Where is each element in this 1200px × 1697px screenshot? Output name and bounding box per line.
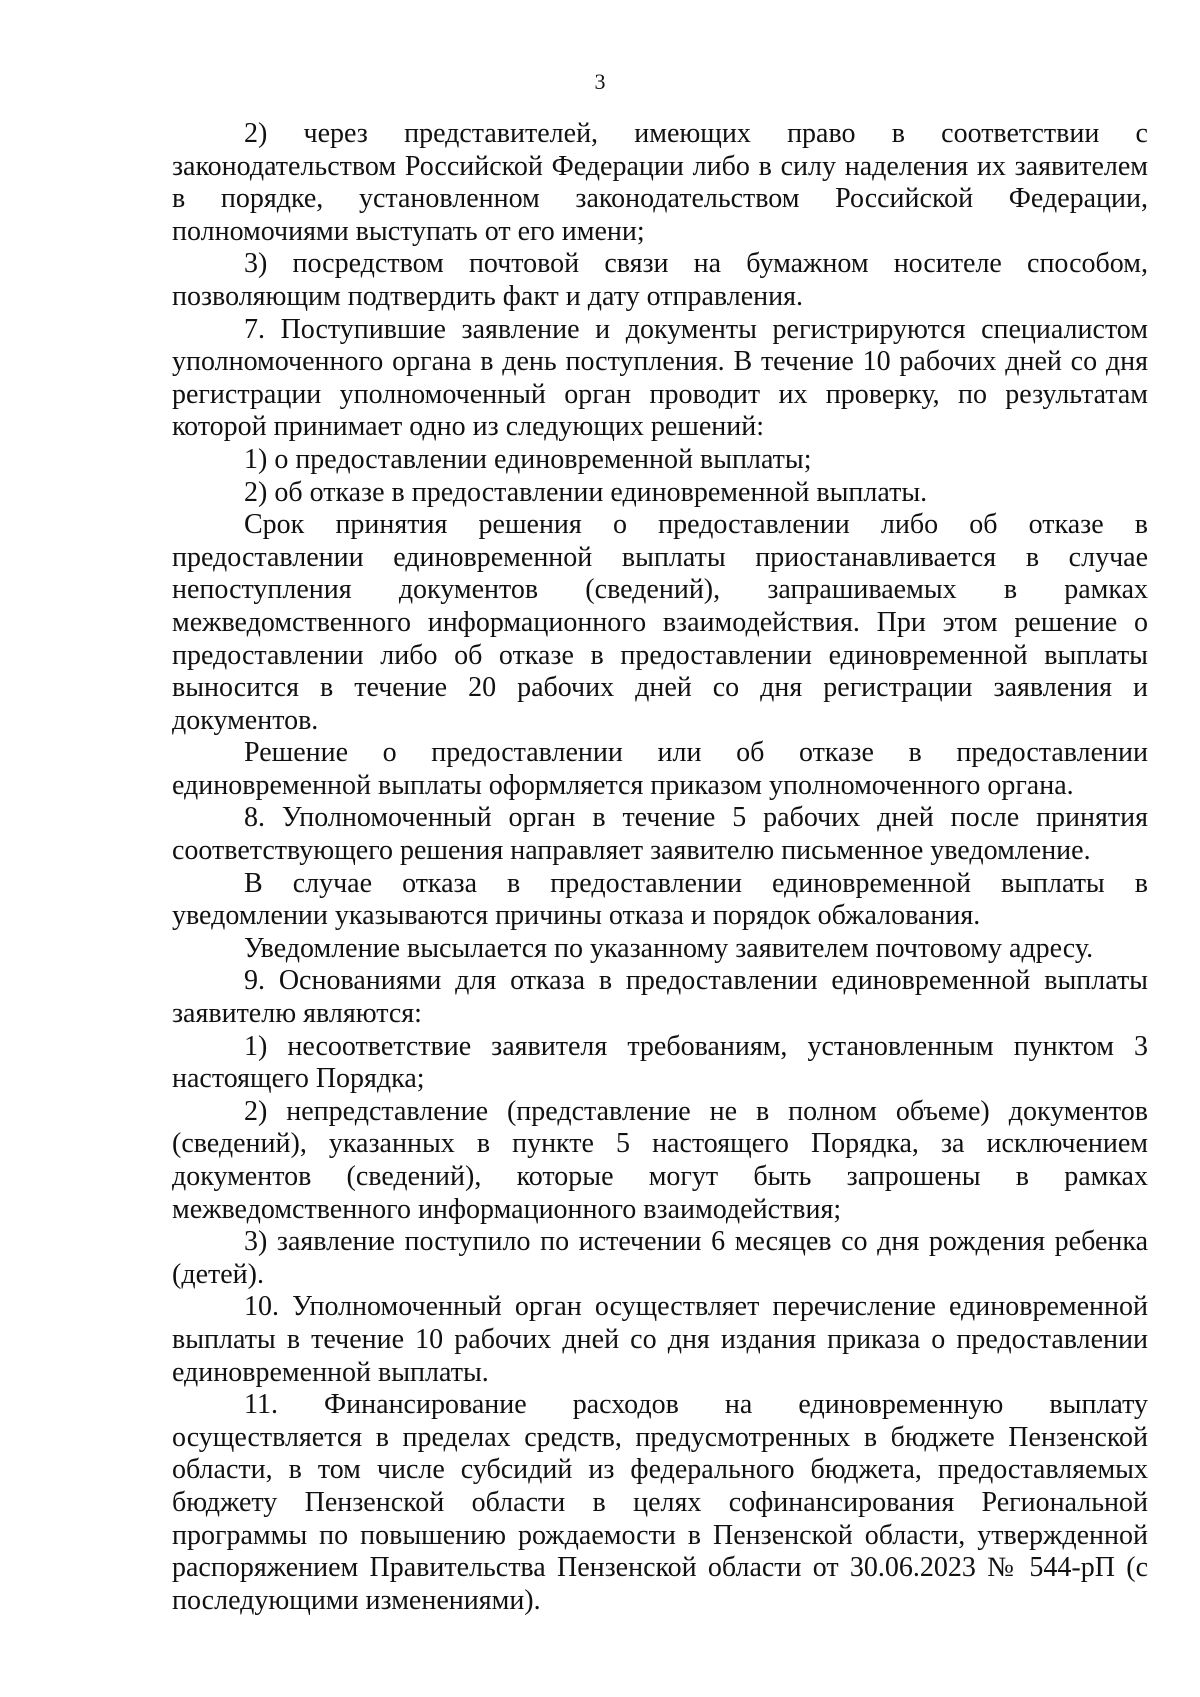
paragraph-item-9: 9. Основаниями для отказа в предоставлении единовременной выплаты заявителю являются: (172, 965, 1148, 1030)
paragraph-item-10: 10. Уполномоченный орган осуществляет перечисление единовременной выплаты в течение 10 рабочих дней со дня издания приказа о предоставлении единовременной выплаты. (172, 1291, 1148, 1388)
paragraph-decision-grant: 1) о предоставлении единовременной выплаты; (244, 443, 812, 475)
paragraph-ground-1: 1) несоответствие заявителя требованиям, установленным пунктом 3 настоящего Порядка; (172, 1030, 1148, 1095)
paragraph-refusal-reasons: В случае отказа в предоставлении единовременной выплаты в уведомлении указываются причины отказа и порядок обжалования. (172, 867, 1148, 932)
paragraph-ground-2: 2) непредставление (представление не в полном объеме) документов (сведений), указанных в пункте 5 настоящего Порядка, за исключением документов (сведений), которые могут быть запрошены в рамках межведомственного информационного взаимодействия; (172, 1095, 1148, 1225)
paragraph-postal: 3) посредством почтовой связи на бумажном носителе способом, позволяющим подтвердить факт и дату отправления. (172, 248, 1148, 312)
page-number: 3 (594, 69, 606, 94)
paragraph-decision-term: Срок принятия решения о предоставлении либо об отказе в предоставлении единовременной выплаты приостанавливается в случае непоступления документов (сведений), запрашиваемых в рамках межведомственного информационного взаимодействия. При этом решение о предоставлении либо об отказе в предоставлении единовременной выплаты выносится в течение 20 рабочих дней со дня регистрации заявления и документов. (172, 509, 1148, 736)
paragraph-item-11: 11. Финансирование расходов на единовременную выплату осуществляется в пределах средств, предусмотренных в бюджете Пензенской области, в том числе субсидий из федерального бюджета, предоставляемых бюджету Пензенской области в целях софинансирования Региональной программы по повышению рождаемости в Пензенской области, утвержденной распоряжением Правительства Пензенской области от 30.06.2023 № 544-рП (с последующими изменениями). (172, 1389, 1148, 1616)
paragraph-ground-3: 3) заявление поступило по истечении 6 месяцев со дня рождения ребенка (детей). (172, 1226, 1148, 1290)
paragraph-notice-address: Уведомление высылается по указанному заявителем почтовому адресу. (244, 932, 1094, 964)
paragraph-representatives: 2) через представителей, имеющих право в соответствии с законодательством Российской Федерации либо в силу наделения их заявителем в порядке, установленном законодательством Российской Федерации, полномочиями выступать от его имени; (172, 118, 1148, 247)
document-body (172, 118, 1148, 1617)
paragraph-item-8: 8. Уполномоченный орган в течение 5 рабочих дней после принятия соответствующего решения направляет заявителю письменное уведомление. (172, 802, 1148, 867)
paragraph-item-7: 7. Поступившие заявление и документы регистрируются специалистом уполномоченного органа в день поступления. В течение 10 рабочих дней со дня регистрации уполномоченный орган проводит их проверку, по результатам которой принимает одно из следующих решений: (172, 313, 1148, 443)
paragraph-decision-order: Решение о предоставлении или об отказе в предоставлении единовременной выплаты оформляется приказом уполномоченного органа. (172, 737, 1148, 801)
paragraph-decision-refuse: 2) об отказе в предоставлении единовременной выплаты. (244, 476, 928, 508)
